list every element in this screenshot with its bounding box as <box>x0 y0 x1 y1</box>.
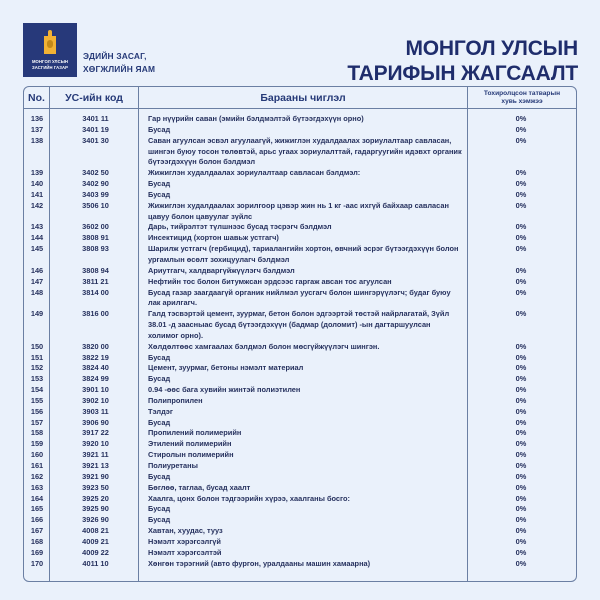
row-number: 150 <box>30 341 44 351</box>
product-description: Этилений полимерийн <box>148 439 232 449</box>
hs-code: 3822 19 <box>82 352 109 362</box>
product-description: Бөглөө, таглаа, бусад хаалт <box>148 482 251 492</box>
row-number: 151 <box>30 352 44 362</box>
tariff-rate: 0% <box>515 168 527 178</box>
row-number: 147 <box>30 276 44 286</box>
hs-code: 3401 30 <box>82 135 109 145</box>
row-number: 160 <box>30 450 44 460</box>
hs-code: 3402 90 <box>82 179 109 189</box>
column-header-rate: Тохиролцсон татварын хувь хэмжээ <box>483 90 561 105</box>
row-number: 141 <box>30 189 44 199</box>
row-number: 143 <box>30 222 44 232</box>
hs-code: 3811 21 <box>82 276 109 286</box>
product-description: Полиуретаны <box>148 461 198 470</box>
tariff-rate: 0% <box>515 439 527 449</box>
tariff-rate: 0% <box>515 547 527 557</box>
tariff-rate: 0% <box>515 417 527 427</box>
table-row <box>24 418 576 429</box>
product-description: Цемент, зуурмаг, бетоны нэмэлт материал <box>148 363 304 373</box>
hs-code: 3906 90 <box>82 417 109 427</box>
product-description: Хөлдөлтөөс хамгаалах бэлдмэл болон мөсгүйжүүлэгч шингэн. <box>148 341 380 351</box>
tariff-rate: 0% <box>515 222 527 232</box>
column-header-code: УС-ийн код <box>65 91 123 104</box>
table-row <box>24 233 576 244</box>
table-row <box>24 515 576 526</box>
table-row <box>24 363 576 374</box>
logo-text-line2: ЗАСГИЙН ГАЗАР <box>31 64 69 70</box>
table-row <box>24 288 576 310</box>
row-number: 156 <box>30 406 44 416</box>
product-description: Бусад газар заагдаагүй органик нийлмэл уусгагч болон шингэрүүлэгч; будаг буюу лак арилгагч. <box>148 287 451 308</box>
table-row <box>24 559 576 570</box>
product-description: Бусад <box>148 471 171 481</box>
page-title-line1: МОНГОЛ УЛСЫН <box>405 37 578 60</box>
row-number: 136 <box>30 114 44 123</box>
tariff-rate: 0% <box>515 244 527 254</box>
ministry-name-line1: ЭДИЙН ЗАСАГ, <box>83 51 147 61</box>
table-row <box>24 244 576 266</box>
hs-code: 3824 40 <box>82 363 109 373</box>
hs-code: 4011 10 <box>82 558 109 568</box>
hs-code: 3925 20 <box>82 493 109 503</box>
table-row <box>24 222 576 233</box>
hs-code: 4008 21 <box>82 526 109 536</box>
tariff-rate: 0% <box>515 287 527 297</box>
product-description: Бусад <box>148 352 171 362</box>
hs-code: 4009 21 <box>82 536 109 546</box>
tariff-table <box>23 86 577 582</box>
ministry-name <box>83 50 155 76</box>
table-row <box>24 266 576 277</box>
hs-code: 3902 10 <box>82 395 109 405</box>
table-row <box>24 548 576 559</box>
product-description: Бусад <box>148 504 171 514</box>
tariff-rate: 0% <box>515 114 527 123</box>
tariff-rate: 0% <box>515 526 527 536</box>
row-number: 162 <box>30 471 44 481</box>
hs-code: 3921 13 <box>82 461 109 470</box>
row-number: 155 <box>30 395 44 405</box>
tariff-rate: 0% <box>515 200 527 210</box>
row-number: 152 <box>30 363 44 373</box>
table-row <box>24 472 576 483</box>
tariff-rate: 0% <box>515 309 527 319</box>
product-description: Галд тэсвэртэй цемент, зуурмаг, бетон болон эдгээртэй төстэй найрлагатай, Зүйл 38.01 -д заасныас бусад бүтээгдэхүүн (бадмар (доломит) -ын дагтаршуулсан холимог орно). <box>148 309 450 340</box>
row-number: 145 <box>30 244 44 254</box>
row-number: 146 <box>30 265 44 275</box>
hs-code: 3903 11 <box>82 406 109 416</box>
product-description: Бусад <box>148 515 171 525</box>
header-divider <box>24 108 576 109</box>
table-row <box>24 136 576 169</box>
tariff-rate: 0% <box>515 233 527 243</box>
tariff-rate: 0% <box>515 179 527 189</box>
product-description: Пропилений полимерийн <box>148 428 242 438</box>
tariff-rate: 0% <box>515 341 527 351</box>
tariff-rate: 0% <box>515 493 527 503</box>
table-row <box>24 342 576 353</box>
product-description: Шарилж устгагч (гербицид), тариалангийн хортон, өвчний эсрэг бүтээгдэхүүн болон ургамлын өсөлт зохицуулагч бэлдмэл <box>148 244 459 264</box>
hs-code: 3920 10 <box>82 439 109 449</box>
table-row <box>24 450 576 461</box>
table-row <box>24 201 576 223</box>
row-number: 142 <box>30 200 44 210</box>
tariff-rate: 0% <box>515 471 527 481</box>
product-description: Нэмэлт хэрэгсэлгүй <box>148 536 221 546</box>
tariff-rate: 0% <box>515 363 527 373</box>
product-description: Жижиглэн худалдаалах зорилгоор цэвэр жин нь 1 кг -аас ихгүй байхаар савласан цавуу болон цавуулаг зүйлс <box>148 200 449 221</box>
product-description: Гар нүүрийн саван (эмийн бэлдмэлтэй бүтээгдэхүүн орно) <box>148 114 364 123</box>
hs-code: 3824 99 <box>82 374 109 384</box>
product-description: Дарь, тийрэлтэт түлшнээс бусад тэсрэгч бэлдмэл <box>148 222 332 232</box>
tariff-rate: 0% <box>515 276 527 286</box>
column-header-description: Барааны чиглэл <box>260 91 346 104</box>
product-description: Жижиглэн худалдаалах зориулалтаар савласан бэлдмэл: <box>148 168 361 178</box>
soyombo-emblem-icon <box>43 30 57 56</box>
hs-code: 3816 00 <box>82 309 109 319</box>
hs-code: 3403 99 <box>82 189 109 199</box>
hs-code: 3923 50 <box>82 482 109 492</box>
government-logo <box>23 23 77 77</box>
table-row <box>24 179 576 190</box>
product-description: 0.94 -өөс бага хувийн жинтэй полиэтилен <box>148 385 301 395</box>
tariff-rate: 0% <box>515 124 527 134</box>
table-body <box>24 114 576 569</box>
hs-code: 3402 50 <box>82 168 109 178</box>
row-number: 165 <box>30 504 44 514</box>
hs-code: 3808 93 <box>82 244 109 254</box>
tariff-rate: 0% <box>515 482 527 492</box>
tariff-rate: 0% <box>515 515 527 525</box>
logo-text-line1: МОНГОЛ УЛСЫН <box>31 59 69 64</box>
table-row <box>24 190 576 201</box>
table-row <box>24 385 576 396</box>
product-description: Нефтийн тос болон битумжсан эрдсээс гаргаж авсан тос агуулсан <box>148 276 392 286</box>
table-row <box>24 494 576 505</box>
table-row <box>24 277 576 288</box>
hs-code: 4009 22 <box>82 547 109 557</box>
row-number: 158 <box>30 428 44 438</box>
hs-code: 3401 19 <box>82 124 109 134</box>
page-title-line2: ТАРИФЫН ЖАГСААЛТ <box>347 62 578 85</box>
row-number: 137 <box>30 124 44 134</box>
product-description: Бусад <box>148 374 171 384</box>
table-row <box>24 114 576 125</box>
hs-code: 3814 00 <box>82 287 109 297</box>
row-number: 144 <box>30 233 44 243</box>
table-row <box>24 526 576 537</box>
table-row <box>24 374 576 385</box>
product-description: Саван агуулсан эсвэл агуулаагүй, жижиглэн худалдаалах зориулалтаар савласан, шингэн буюу тосон төлөвтэй, арьс угаах зориулалттай, гадаргуугийн идэвхт органик бүтээгдэхүүн болон бэлдмэл <box>148 135 462 167</box>
tariff-rate: 0% <box>515 428 527 438</box>
tariff-rate: 0% <box>515 265 527 275</box>
tariff-rate: 0% <box>515 374 527 384</box>
row-number: 169 <box>30 547 44 557</box>
table-row <box>24 396 576 407</box>
tariff-rate: 0% <box>515 385 527 395</box>
row-number: 153 <box>30 374 44 384</box>
row-number: 166 <box>30 515 44 525</box>
table-row <box>24 353 576 364</box>
product-description: Хавтан, хуудас, тууз <box>148 526 223 536</box>
hs-code: 3921 11 <box>82 450 109 460</box>
row-number: 138 <box>30 135 44 145</box>
row-number: 148 <box>30 287 44 297</box>
hs-code: 3901 10 <box>82 385 109 395</box>
row-number: 168 <box>30 536 44 546</box>
hs-code: 3506 10 <box>82 200 109 210</box>
table-row <box>24 461 576 472</box>
table-row <box>24 483 576 494</box>
row-number: 167 <box>30 526 44 536</box>
tariff-rate: 0% <box>515 536 527 546</box>
table-row <box>24 309 576 342</box>
product-description: Инсектицид (хортон шавьж устгагч) <box>148 233 279 243</box>
product-description: Тэлдэг <box>148 406 173 416</box>
hs-code: 3921 90 <box>82 471 109 481</box>
tariff-rate: 0% <box>515 352 527 362</box>
tariff-rate: 0% <box>515 461 527 470</box>
hs-code: 3820 00 <box>82 341 109 351</box>
product-description: Бусад <box>148 179 171 189</box>
row-number: 163 <box>30 482 44 492</box>
table-row <box>24 125 576 136</box>
row-number: 149 <box>30 309 44 319</box>
product-description: Ариутгагч, халдваргүйжүүлэгч бэлдмэл <box>148 265 295 275</box>
product-description: Хаалга, цонх болон тэдгээрийн хүрээ, хаалганы босго: <box>148 493 351 503</box>
tariff-rate: 0% <box>515 189 527 199</box>
hs-code: 3917 22 <box>82 428 109 438</box>
hs-code: 3808 94 <box>82 265 109 275</box>
tariff-rate: 0% <box>515 504 527 514</box>
hs-code: 3925 90 <box>82 504 109 514</box>
hs-code: 3808 91 <box>82 233 109 243</box>
product-description: Бусад <box>148 417 171 427</box>
table-row <box>24 428 576 439</box>
product-description: Стиролын полимерийн <box>148 450 234 460</box>
row-number: 164 <box>30 493 44 503</box>
hs-code: 3602 00 <box>82 222 109 232</box>
page-title <box>347 36 578 86</box>
column-header-no: No. <box>28 91 45 104</box>
tariff-rate: 0% <box>515 558 527 568</box>
table-row <box>24 537 576 548</box>
tariff-rate: 0% <box>515 450 527 460</box>
table-row <box>24 168 576 179</box>
product-description: Хөнгөн тэрэгний (авто фургон, уралдааны машин хамаарна) <box>148 558 371 568</box>
tariff-rate: 0% <box>515 406 527 416</box>
row-number: 154 <box>30 385 44 395</box>
product-description: Нэмэлт хэрэгсэлтэй <box>148 547 222 557</box>
row-number: 157 <box>30 417 44 427</box>
table-row <box>24 504 576 515</box>
hs-code: 3926 90 <box>82 515 109 525</box>
hs-code: 3401 11 <box>82 114 109 123</box>
row-number: 159 <box>30 439 44 449</box>
tariff-rate: 0% <box>515 135 527 145</box>
product-description: Бусад <box>148 124 171 134</box>
ministry-name-line2: ХӨГЖЛИЙН ЯАМ <box>83 64 156 74</box>
table-row <box>24 439 576 450</box>
product-description: Бусад <box>148 189 171 199</box>
table-row <box>24 407 576 418</box>
row-number: 140 <box>30 179 44 189</box>
tariff-rate: 0% <box>515 395 527 405</box>
row-number: 139 <box>30 168 44 178</box>
product-description: Полипропилен <box>148 395 203 405</box>
row-number: 170 <box>30 558 44 568</box>
row-number: 161 <box>30 461 44 470</box>
